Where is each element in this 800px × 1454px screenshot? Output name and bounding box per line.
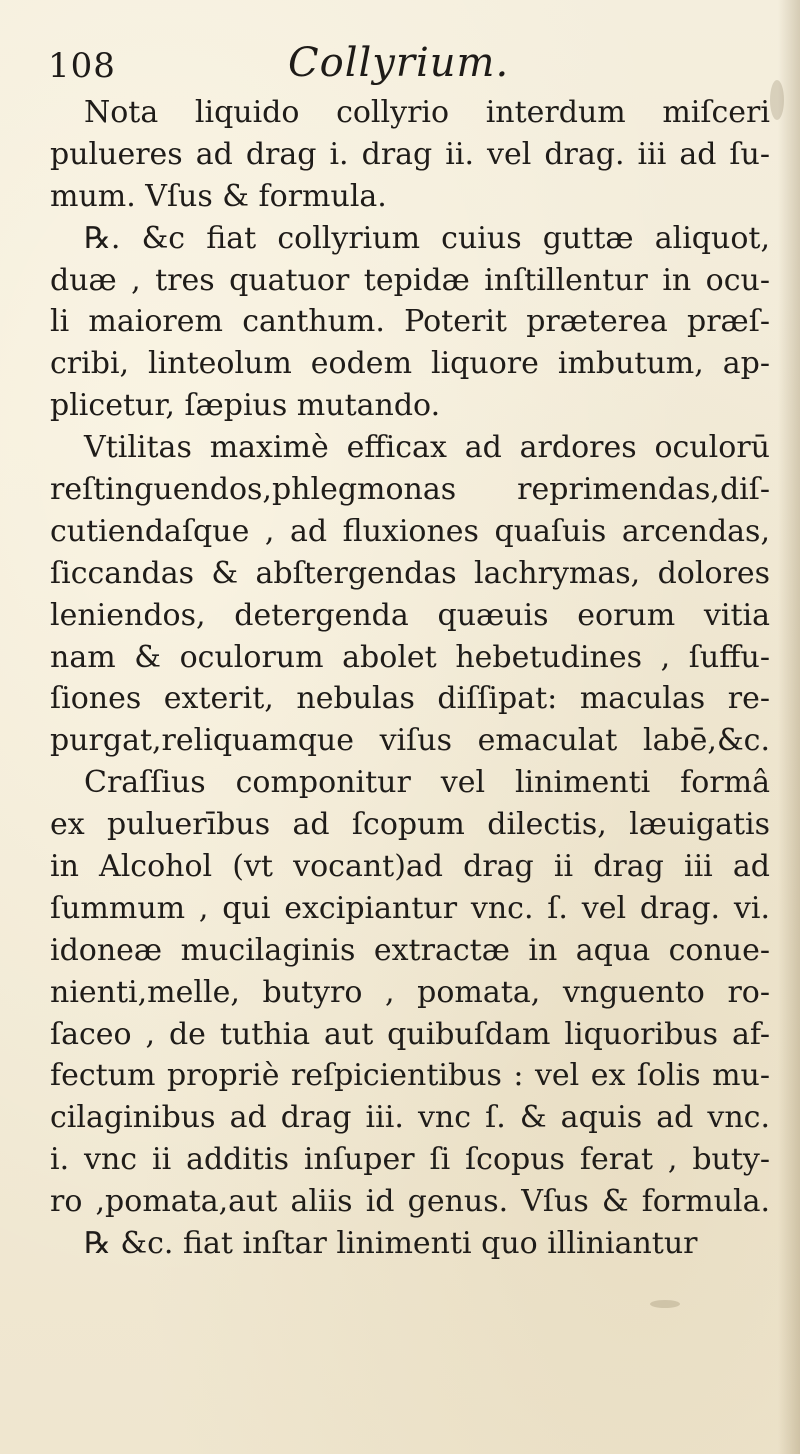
text-line: Vtilitas maximè efficax ad ardores oculorū [84,430,770,466]
text-line: ſiccandas & abſtergendas lachrymas, dolores [50,555,770,591]
text-line: Craſſius componitur vel linimenti formâ [84,765,770,801]
text-line: idoneæ mucilaginis extractæ in aqua conue- [50,932,770,968]
text-line: in Alcohol (vt vocant)ad drag ii drag iii ad [50,849,770,885]
text-line: ℞. &c fiat collyrium cuius guttæ aliquot, [84,220,770,256]
text-line: nam & oculorum abolet hebetudines , ſuffu- [50,639,770,675]
text-line: Nota liquido collyrio interdum miſceri [84,95,770,130]
text-line: ſiones exterit, nebulas diſſipat: maculas re- [50,681,770,717]
text-line: cribi, linteolum eodem liquore imbutum, ap- [50,346,770,382]
text-line: plicetur, ſæpius mutando. [50,388,441,424]
page-number: 108 [48,46,116,86]
paper-stain [650,1300,680,1308]
text-line: ex puluerībus ad ſcopum dilectis, læuigatis [50,807,770,843]
text-line: reſtinguendos,phlegmonas reprimendas,diſ- [50,472,770,508]
text-line: ſaceo , de tuthia aut quibuſdam liquoribus af- [50,1016,770,1052]
page-edge-shadow [778,0,800,1454]
text-line: cilaginibus ad drag iii. vnc ſ. & aquis ad vnc. [50,1100,770,1136]
paper-stain [770,80,784,120]
text-line: nienti,melle, butyro , pomata, vnguento ro- [50,974,770,1010]
text-line: pulueres ad drag i. drag ii. vel drag. iii ad ſu- [50,136,770,172]
running-head [48,40,748,92]
text-line: purgat,reliquamque viſus emaculat labē,&c. [50,723,770,759]
body-text [50,92,770,1265]
text-line: i. vnc ii additis inſuper ſi ſcopus ferat , buty- [50,1142,770,1178]
text-line: mum. Vſus & formula. [50,178,387,214]
text-line: ro ,pomata,aut aliis id genus. Vſus & formula. [50,1184,770,1220]
text-line: li maiorem canthum. Poterit præterea præſ- [50,304,770,340]
text-line: ſummum , qui excipiantur vnc. ſ. vel drag. vi. [50,890,770,926]
text-line: cutiendaſque , ad fluxiones quaſuis arcendas, [50,513,770,549]
text-line: duæ , tres quatuor tepidæ inſtillentur in ocu- [50,262,770,298]
text-line: leniendos, detergenda quæuis eorum vitia [50,597,770,633]
running-title: Collyrium. [288,40,510,86]
text-line: ℞ &c. fiat inſtar linimenti quo illiniantur [84,1226,698,1262]
text-line: fectum propriè reſpicientibus : vel ex ſolis mu- [50,1058,770,1094]
